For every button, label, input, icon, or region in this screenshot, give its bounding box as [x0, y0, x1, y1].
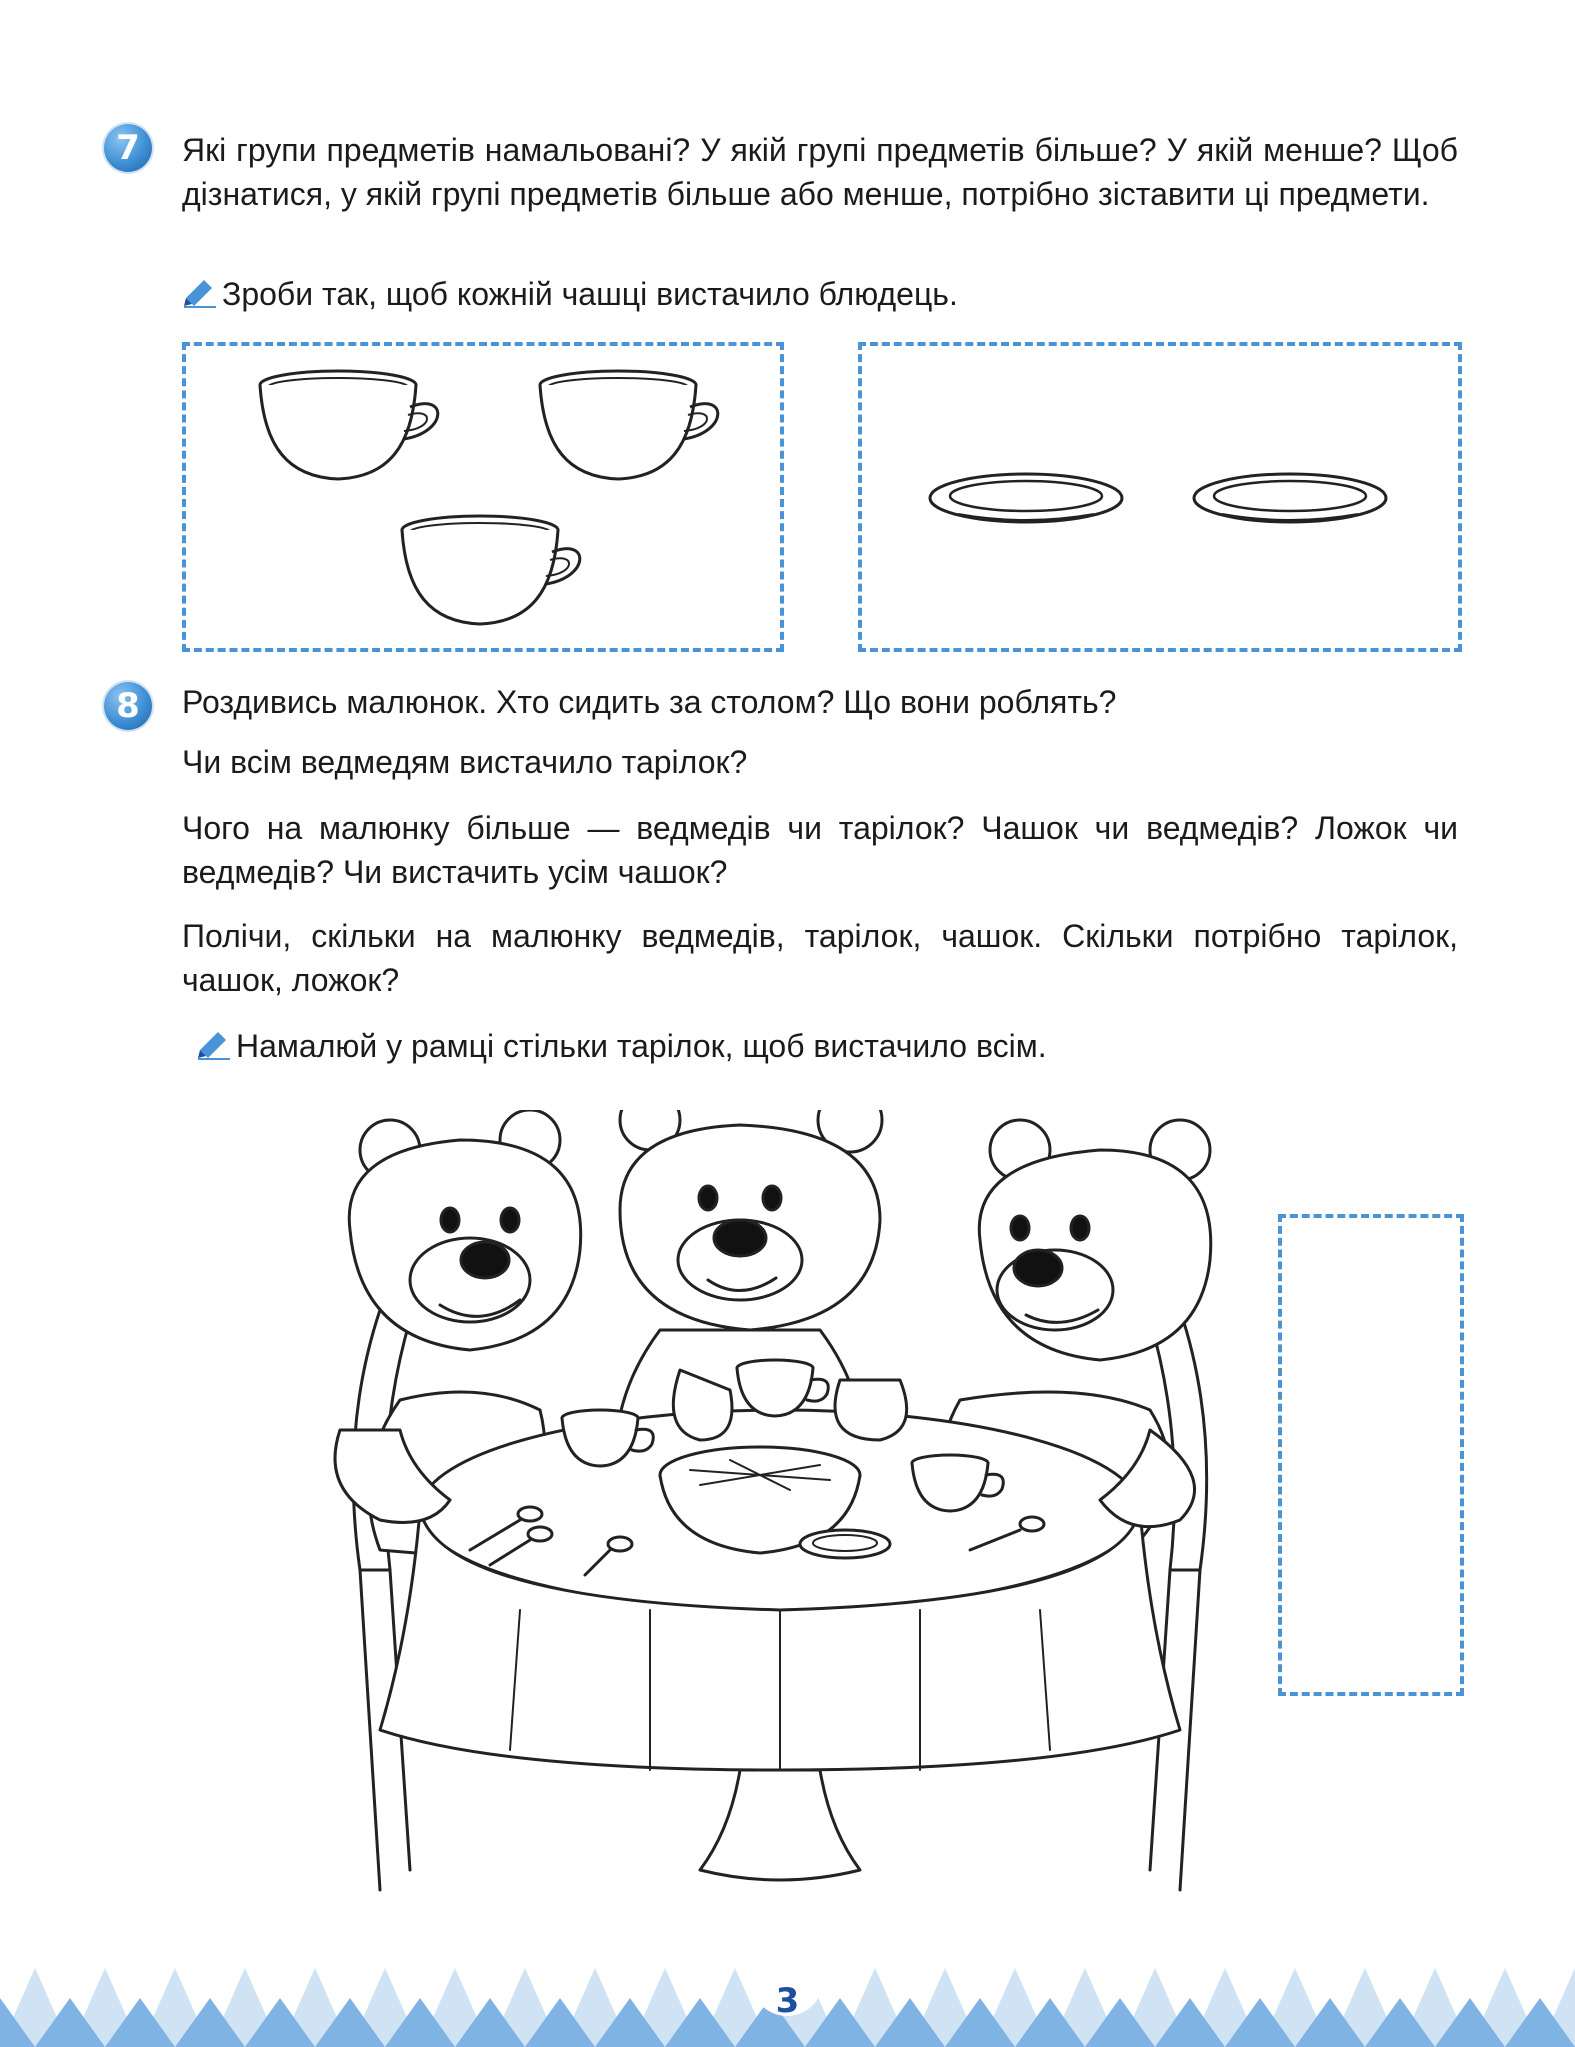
task-7-text: Які групи предметів намальовані? У якій групі предметів більше? У якій менше? Щоб дізнатися, у якій групі предметів більше або менше, потрібно зіставити ці предмети. — [182, 132, 1458, 212]
table-leg — [700, 1770, 860, 1880]
task-8-number-badge: 8 — [104, 682, 152, 730]
cups-group — [182, 342, 784, 652]
saucers-group — [858, 342, 1462, 652]
task-7-number-badge: 7 — [104, 124, 152, 172]
pencil-icon — [182, 280, 218, 308]
task-8-line-2: Чи всім ведмедям вистачило тарілок? — [182, 744, 748, 780]
saucer-2 — [1194, 474, 1386, 522]
drawing-frame[interactable] — [1278, 1214, 1464, 1696]
footer-zigzag-pattern — [0, 1908, 1575, 2047]
saucer-1 — [930, 474, 1122, 522]
page-number: 3 — [775, 1981, 800, 2021]
task-8-instruction — [196, 1024, 1456, 1068]
task-8-paragraph-2: Чого на малюнку більше — ведмедів чи тарілок? Чашок чи ведмедів? Ложок чи ведмедів? Чи вистачить усім чашок? — [182, 810, 1458, 890]
task-8-paragraph-3: Полічи, скільки на малюнку ведмедів, тарілок, чашок. Скільки потрібно тарілок, чашок, ложок? — [182, 918, 1458, 998]
bears-at-table-illustration — [320, 1110, 1240, 1910]
cup-1 — [260, 371, 438, 479]
task-8-line-1: Роздивись малюнок. Хто сидить за столом? Що вони роблять? — [182, 684, 1117, 720]
task-7-instruction-text: Зроби так, щоб кожній чашці вистачило блюдець. — [222, 276, 958, 312]
cup-3 — [402, 516, 580, 624]
task-7-instruction — [182, 272, 1458, 316]
task-8-instruction-text: Намалюй у рамці стільки тарілок, щоб вистачило всім. — [236, 1028, 1047, 1064]
cup-2 — [540, 371, 718, 479]
table-saucer — [800, 1530, 890, 1558]
pencil-icon — [196, 1032, 232, 1060]
